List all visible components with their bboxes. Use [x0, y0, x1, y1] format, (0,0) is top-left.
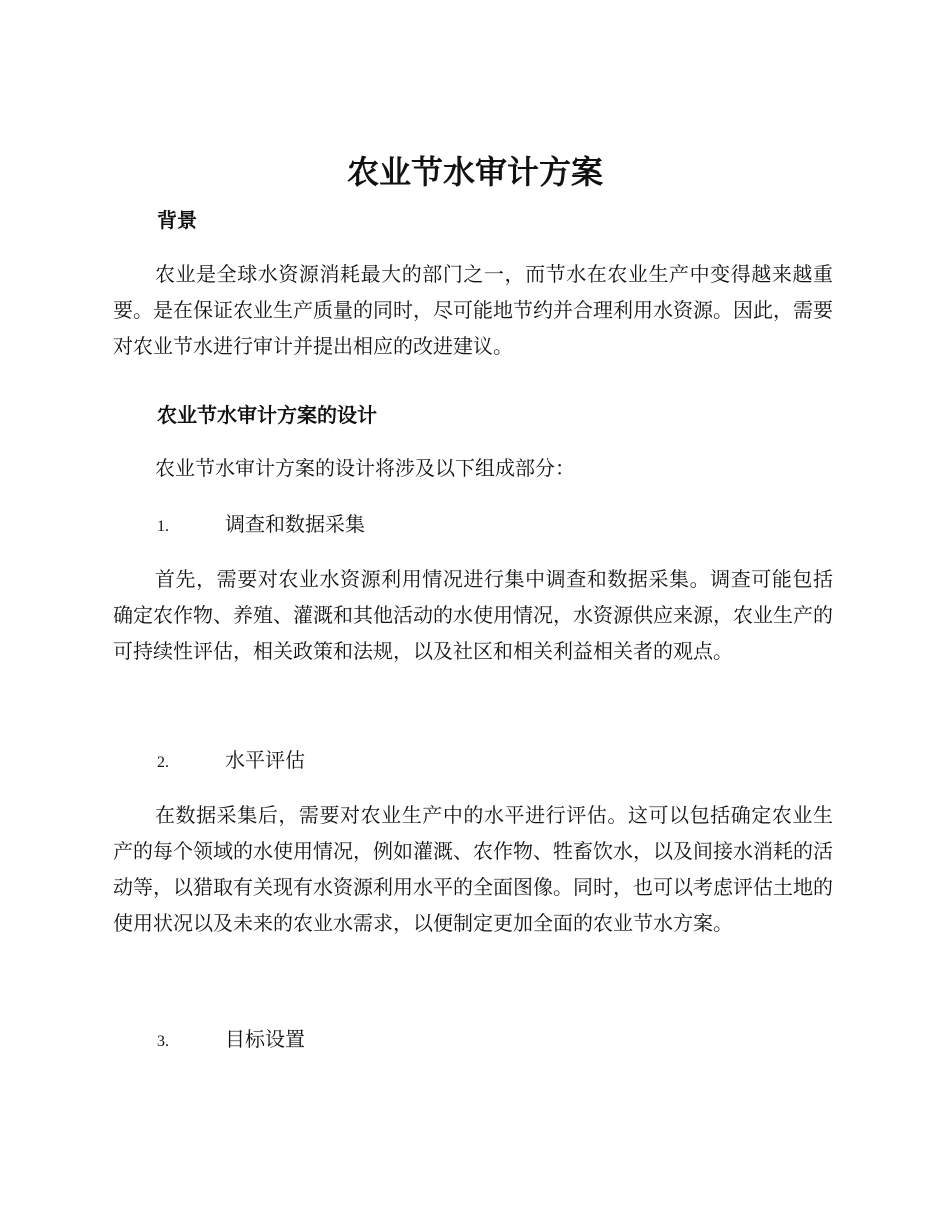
section-heading-background: 背景 — [157, 208, 197, 232]
list-item-title: 目标设置 — [225, 1027, 305, 1051]
list-number: 3. — [157, 1033, 169, 1050]
section-heading-design: 农业节水审计方案的设计 — [157, 403, 377, 427]
list-item-title: 调查和数据采集 — [225, 512, 365, 536]
item-1-paragraph: 首先，需要对农业水资源利用情况进行集中调查和数据采集。调查可能包括确定农作物、养殖、灌溉和其他活动的水使用情况，水资源供应来源，农业生产的可持续性评估，相关政策和法规，以及社区和相关利益相关者的观点。 — [113, 567, 833, 663]
item-2-paragraph: 在数据采集后，需要对农业生产中的水平进行评估。这可以包括确定农业生产的每个领域的水使用情况，例如灌溉、农作物、牲畜饮水，以及间接水消耗的活动等，以猎取有关现有水资源利用水平的全面图像。同时，也可以考虑评估土地的使用状况以及未来的农业水需求，以便制定更加全面的农业节水方案。 — [113, 803, 833, 935]
background-paragraph: 农业是全球水资源消耗最大的部门之一，而节水在农业生产中变得越来越重要。是在保证农业生产质量的同时，尽可能地节约并合理利用水资源。因此，需要对农业节水进行审计并提出相应的改进建议。 — [113, 262, 833, 358]
list-number: 1. — [157, 518, 169, 535]
list-item-3 — [157, 1025, 305, 1056]
document-title: 农业节水审计方案 — [346, 153, 603, 191]
design-intro-paragraph: 农业节水审计方案的设计将涉及以下组成部分： — [155, 456, 575, 480]
list-item-2 — [157, 746, 305, 777]
list-item-title: 水平评估 — [225, 748, 305, 772]
list-number: 2. — [157, 754, 169, 771]
list-item-1 — [157, 510, 365, 541]
